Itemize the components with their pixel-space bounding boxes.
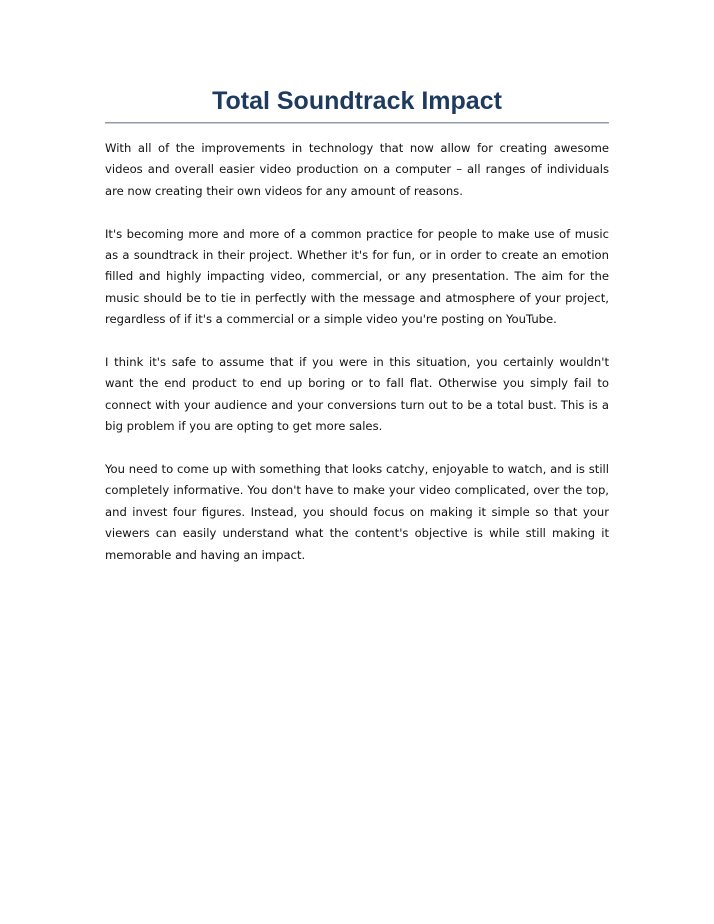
body-paragraph-3: I think it's safe to assume that if you were in this situation, you certainly wouldn't want the end product to end up boring or to fall flat. Otherwise you simply fail to connect with your audience and your conversions turn out to be a total bust. This is a big problem if you are opting to get more sales. [105,355,609,434]
title-underline-divider [105,122,609,124]
document-body [105,138,609,587]
body-paragraph-2: It's becoming more and more of a common practice for people to make use of music as a soundtrack in their project. Whether it's for fun, or in order to create an emotion filled and highly impacting video, commercial, or any presentation. The aim for the music should be to tie in perfectly with the message and atmosphere of your project, regardless of if it's a commercial or a simple video you're posting on YouTube. [105,226,609,327]
body-paragraph-1: With all of the improvements in technology that now allow for creating awesome videos and overall easier video production on a computer – all ranges of individuals are now creating their own videos for any amount of reasons. [105,141,609,198]
body-paragraph-4: You need to come up with something that looks catchy, enjoyable to watch, and is still completely informative. You don't have to make your video complicated, over the top, and invest four figures. Instead, you should focus on making it simple so that your viewers can easily understand what the content's objective is while still making it memorable and having an impact. [105,462,609,562]
page-title: Total Soundtrack Impact [212,87,502,115]
